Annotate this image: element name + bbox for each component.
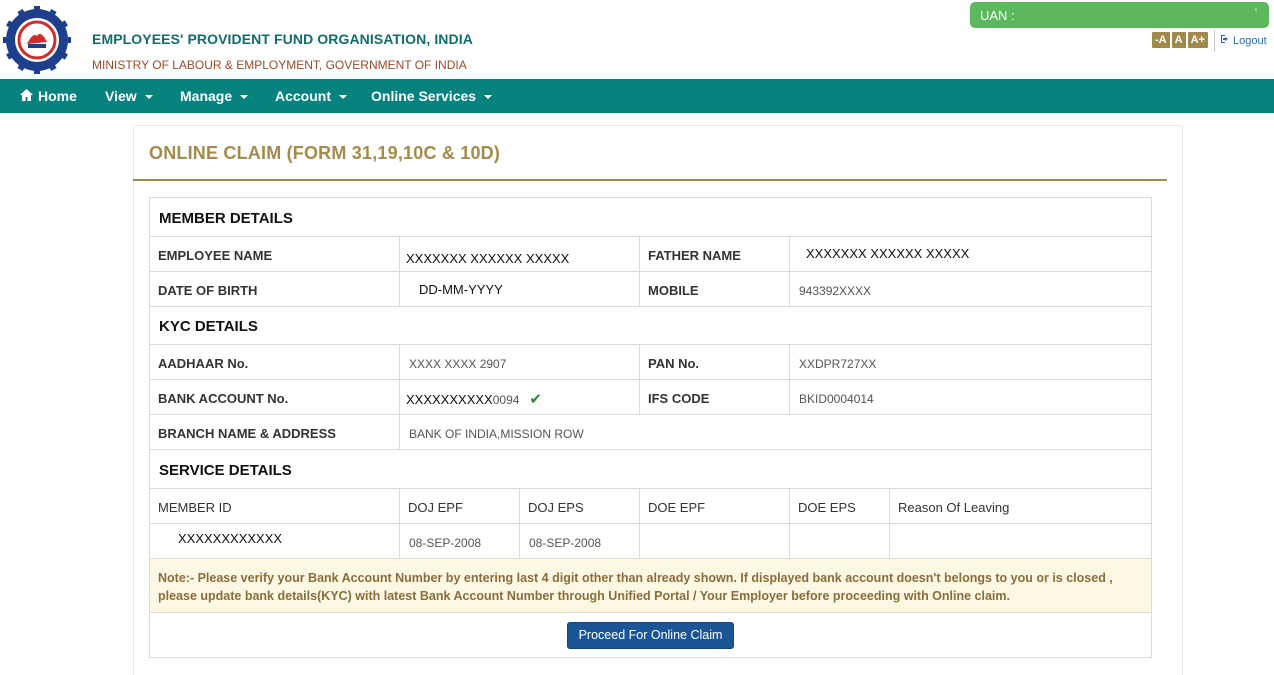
nav-online-services-label: Online Services xyxy=(371,88,477,104)
value-cell xyxy=(789,524,889,558)
section-title: MEMBER DETAILS xyxy=(159,210,293,227)
action-row xyxy=(150,613,1151,657)
employee-name-label: EMPLOYEE NAME xyxy=(158,248,273,263)
label-cell xyxy=(639,345,789,379)
label-cell xyxy=(150,415,399,449)
value-cell xyxy=(889,524,1151,558)
label-cell xyxy=(150,345,399,379)
ministry-subtitle: MINISTRY OF LABOUR & EMPLOYMENT, GOVERNMENT OF INDIA xyxy=(92,58,467,72)
nav-manage[interactable] xyxy=(180,79,248,113)
label-cell xyxy=(150,272,399,306)
font-reset-button[interactable]: A xyxy=(1172,32,1186,48)
value-cell xyxy=(399,345,639,379)
dob-value: DD-MM-YYYY xyxy=(419,282,503,297)
table-row xyxy=(150,345,1151,380)
nav-account[interactable] xyxy=(275,79,347,113)
value-cell xyxy=(399,380,639,414)
label-cell xyxy=(639,237,789,271)
chevron-down-icon xyxy=(145,95,153,99)
doj-epf-header: DOJ EPF xyxy=(408,500,463,515)
mobile-label: MOBILE xyxy=(648,283,699,298)
header-divider xyxy=(1214,30,1215,52)
ifsc-label: IFS CODE xyxy=(648,391,710,406)
uan-mark: ' xyxy=(1254,7,1257,19)
header-cell xyxy=(639,489,789,523)
nav-home[interactable] xyxy=(20,79,77,113)
chevron-down-icon xyxy=(484,95,492,99)
value-cell xyxy=(399,237,639,271)
logout-label: Logout xyxy=(1233,34,1267,47)
bank-account-last-digits: 0094 xyxy=(492,393,520,407)
home-icon xyxy=(20,81,33,111)
bank-verification-note: Note:- Please verify your Bank Account Number by entering last 4 digit other than already shown. If displayed bank account doesn't belongs to you or is closed , please update bank details(KYC) with latest Bank Account Number through Unified Portal / Your Employer before proceeding with Online claim. xyxy=(150,559,1151,613)
table-row xyxy=(150,415,1151,450)
doj-eps-header: DOJ EPS xyxy=(528,500,584,515)
bank-account-value xyxy=(406,390,542,408)
section-header-service xyxy=(150,450,1151,489)
father-name-value: XXXXXXX XXXXXX XXXXX xyxy=(806,246,970,261)
chevron-down-icon xyxy=(339,95,347,99)
pan-value: XXDPR727XX xyxy=(799,357,877,371)
proceed-claim-button[interactable]: Proceed For Online Claim xyxy=(567,622,734,649)
value-cell xyxy=(399,272,639,306)
main-navbar xyxy=(0,79,1274,113)
uan-box xyxy=(970,2,1269,28)
label-cell xyxy=(150,237,399,271)
member-id-header: MEMBER ID xyxy=(158,500,232,515)
header-cell xyxy=(889,489,1151,523)
mobile-value: 943392XXXX xyxy=(799,284,872,298)
member-id-value: XXXXXXXXXXXX xyxy=(178,531,283,546)
label-cell xyxy=(639,272,789,306)
employee-name-value: XXXXXXX XXXXXX XXXXX xyxy=(406,251,570,266)
nav-view-label: View xyxy=(105,88,137,104)
header-cell xyxy=(789,489,889,523)
nav-view[interactable] xyxy=(105,79,153,113)
label-cell xyxy=(150,380,399,414)
doj-epf-value: 08-SEP-2008 xyxy=(409,536,482,550)
value-cell xyxy=(150,524,399,558)
title-divider xyxy=(133,179,1167,181)
header-cell xyxy=(519,489,639,523)
reason-header: Reason Of Leaving xyxy=(898,500,1010,515)
value-cell xyxy=(399,415,1151,449)
font-size-controls xyxy=(1152,32,1208,48)
org-title: EMPLOYEES' PROVIDENT FUND ORGANISATION, INDIA xyxy=(92,31,473,47)
bank-account-label: BANK ACCOUNT No. xyxy=(158,391,289,406)
branch-value: BANK OF INDIA,MISSION ROW xyxy=(409,427,584,441)
value-cell xyxy=(519,524,639,558)
nav-manage-label: Manage xyxy=(180,88,233,104)
logout-icon xyxy=(1220,34,1230,47)
dob-label: DATE OF BIRTH xyxy=(158,283,258,298)
pan-label: PAN No. xyxy=(648,356,700,371)
branch-label: BRANCH NAME & ADDRESS xyxy=(158,426,336,441)
aadhaar-label: AADHAAR No. xyxy=(158,356,249,371)
value-cell xyxy=(789,345,1151,379)
doe-epf-header: DOE EPF xyxy=(648,500,706,515)
section-header-kyc xyxy=(150,307,1151,345)
nav-home-label: Home xyxy=(38,88,77,104)
service-table-header xyxy=(150,489,1151,524)
father-name-label: FATHER NAME xyxy=(648,248,741,263)
header-cell xyxy=(150,489,399,523)
ifsc-value: BKID0004014 xyxy=(799,392,874,406)
epfo-logo xyxy=(3,6,71,74)
section-title: KYC DETAILS xyxy=(159,318,258,335)
table-row xyxy=(150,524,1151,559)
value-cell xyxy=(399,524,519,558)
label-cell xyxy=(639,380,789,414)
section-title: SERVICE DETAILS xyxy=(159,462,292,479)
value-cell xyxy=(789,237,1151,271)
doj-eps-value: 08-SEP-2008 xyxy=(529,536,602,550)
aadhaar-value: XXXX XXXX 2907 xyxy=(409,357,507,371)
header-cell xyxy=(399,489,519,523)
font-increase-button[interactable]: A+ xyxy=(1188,32,1208,48)
section-header-member xyxy=(150,198,1151,237)
nav-online-services[interactable] xyxy=(371,79,492,113)
table-row xyxy=(150,272,1151,307)
font-decrease-button[interactable]: -A xyxy=(1152,32,1170,48)
value-cell xyxy=(789,272,1151,306)
doe-eps-header: DOE EPS xyxy=(798,500,856,515)
claim-details-table xyxy=(149,197,1152,658)
chevron-down-icon xyxy=(240,95,248,99)
bank-account-masked: XXXXXXXXXX xyxy=(406,392,493,407)
table-row xyxy=(150,380,1151,415)
site-header xyxy=(0,0,1274,79)
table-row xyxy=(150,237,1151,272)
value-cell xyxy=(639,524,789,558)
uan-label: UAN : xyxy=(980,8,1015,23)
check-icon: ✔ xyxy=(529,391,542,408)
page-title: ONLINE CLAIM (FORM 31,19,10C & 10D) xyxy=(149,143,501,163)
value-cell xyxy=(789,380,1151,414)
nav-account-label: Account xyxy=(275,88,331,104)
logout-link[interactable] xyxy=(1220,34,1267,47)
